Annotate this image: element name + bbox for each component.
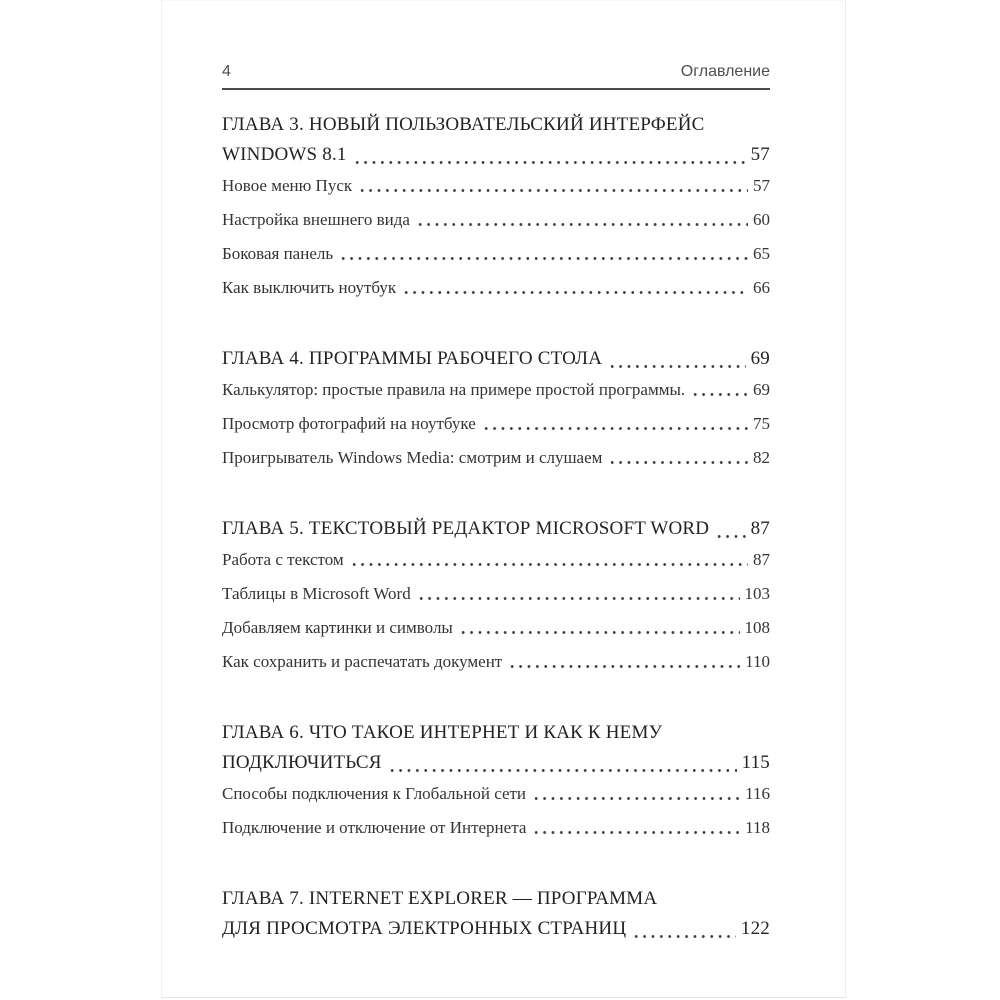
entry-title: Подключение и отключение от Интернета [222,818,527,837]
dot-leader [416,223,748,226]
entry-title: Настройка внешнего вида [222,210,410,229]
chapter-3-heading-line-1: ГЛАВА 3. НОВЫЙ ПОЛЬЗОВАТЕЛЬСКИЙ ИНТЕРФЕЙС [222,114,705,135]
chapter-6-heading-line-2: ПОДКЛЮЧИТЬСЯ [222,752,382,773]
chapter-3-heading-row [222,140,770,170]
chapter-4-heading-line-1: ГЛАВА 4. ПРОГРАММЫ РАБОЧЕГО СТОЛА [222,348,603,369]
dot-leader [459,631,740,634]
toc-entry [222,278,770,298]
chapter-6-heading-line-1: ГЛАВА 6. ЧТО ТАКОЕ ИНТЕРНЕТ И КАК К НЕМУ [222,722,663,743]
chapter-5-heading-row [222,514,770,544]
entry-title: Добавляем картинки и символы [222,618,453,637]
entry-page-number: 87 [753,550,770,569]
entry-title: Как сохранить и распечатать документ [222,652,503,671]
toc-entry [222,784,770,804]
toc-entry [222,380,770,400]
chapter-6-heading-row [222,748,770,778]
dot-leader [532,831,740,834]
dot-leader [608,365,745,368]
running-header-title: Оглавление [680,63,770,80]
toc-entry [222,244,770,264]
dot-leader [715,535,745,538]
entry-title: Таблицы в Microsoft Word [222,584,411,603]
entry-page-number: 57 [753,176,770,195]
entry-title: Новое меню Пуск [222,176,353,195]
toc-entry [222,176,770,196]
entry-page-number: 65 [753,244,770,263]
entry-page-number: 108 [744,618,770,637]
dot-leader [339,257,748,260]
dot-leader [482,427,748,430]
dot-leader [508,665,740,668]
entry-page-number: 118 [745,818,770,837]
entry-page-number: 110 [745,652,770,671]
chapter-3-heading-line-2: WINDOWS 8.1 [222,144,347,165]
entry-title: Как выключить ноутбук [222,278,397,297]
toc-entry [222,210,770,230]
dot-leader [417,597,740,600]
toc-section-chapter-5 [222,514,770,672]
entry-title: Боковая панель [222,244,334,263]
chapter-5-page-number: 87 [750,518,770,539]
entry-page-number: 116 [745,784,770,803]
entry-title: Способы подключения к Глобальной сети [222,784,527,803]
toc-content [222,1,770,944]
chapter-6-page-number: 115 [741,752,770,773]
dot-leader [691,393,748,396]
entry-title: Калькулятор: простые правила на примере простой программы. [222,380,686,399]
dot-leader [350,563,748,566]
toc-entry [222,414,770,434]
toc-entry [222,550,770,570]
toc-entry [222,584,770,604]
toc-entry [222,818,770,838]
entry-page-number: 60 [753,210,770,229]
chapter-3-page-number: 57 [750,144,770,165]
entry-title: Просмотр фотографий на ноутбуке [222,414,476,433]
entry-page-number: 66 [753,278,770,297]
folio-page-number: 4 [222,63,231,80]
chapter-7-heading-row [222,914,770,944]
chapter-7-heading-line-1: ГЛАВА 7. INTERNET EXPLORER — ПРОГРАММА [222,888,658,909]
dot-leader [402,291,748,294]
running-header [222,1,770,90]
entry-title: Работа с текстом [222,550,344,569]
dot-leader [358,189,748,192]
chapter-7-page-number: 122 [740,918,770,939]
chapter-4-heading-row [222,344,770,374]
toc-section-chapter-7 [222,884,770,944]
dot-leader [608,461,748,464]
entry-page-number: 103 [744,584,770,603]
toc-section-chapter-6 [222,718,770,838]
dot-leader [632,935,736,938]
chapter-5-heading-line-1: ГЛАВА 5. ТЕКСТОВЫЙ РЕДАКТОР MICROSOFT WORD [222,518,710,539]
entry-page-number: 69 [753,380,770,399]
toc-entry [222,618,770,638]
chapter-4-page-number: 69 [750,348,770,369]
entry-title: Проигрыватель Windows Media: смотрим и слушаем [222,448,603,467]
dot-leader [353,161,746,164]
toc-entry [222,448,770,468]
chapter-7-heading-line-2: ДЛЯ ПРОСМОТРА ЭЛЕКТРОННЫХ СТРАНИЦ [222,918,627,939]
toc-section-chapter-3 [222,110,770,298]
toc-section-chapter-4 [222,344,770,468]
dot-leader [388,769,737,772]
entry-page-number: 82 [753,448,770,467]
dot-leader [532,797,740,800]
book-page [161,0,846,998]
entry-page-number: 75 [753,414,770,433]
toc-entry [222,652,770,672]
